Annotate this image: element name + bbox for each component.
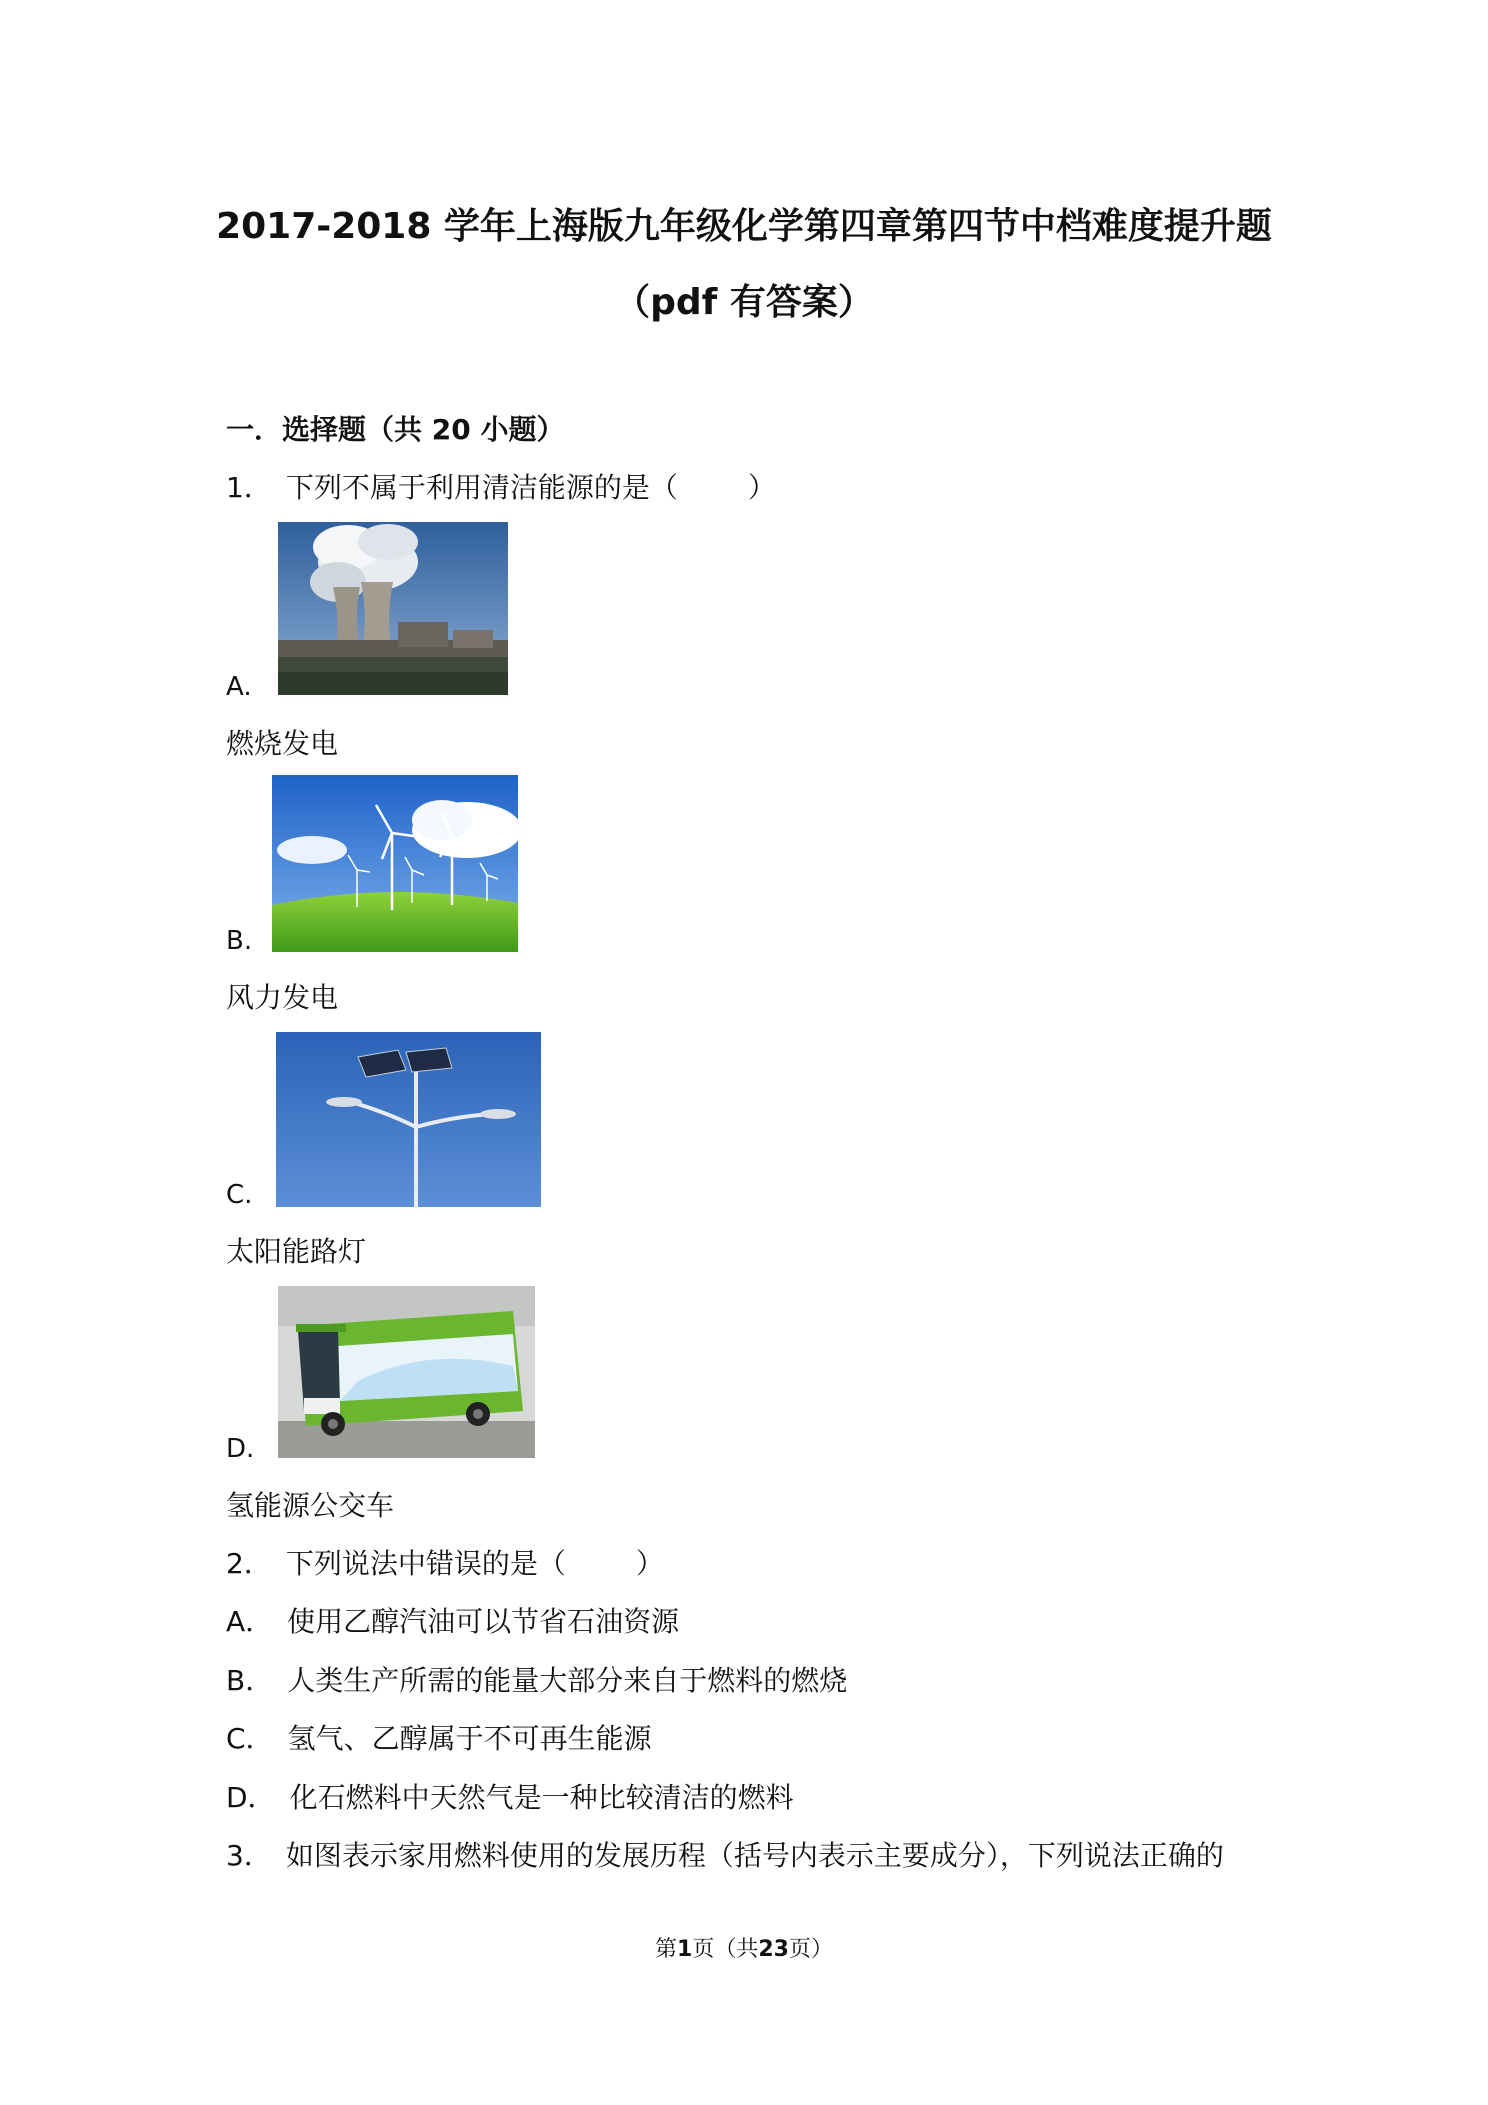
question-number: 2． (226, 1547, 272, 1580)
question-number: 3． (226, 1839, 272, 1872)
option-caption: 太阳能路灯 (226, 1235, 367, 1268)
option-d: D． 化石燃料中天然气是一种比较清洁的燃料 (226, 1781, 794, 1814)
option-letter: D. (226, 1434, 255, 1464)
power-plant-image (278, 522, 508, 695)
question-text: 如图表示家用燃料使用的发展历程（括号内表示主要成分），下列说法正确的 (285, 1839, 1224, 1872)
option-b: B． 人类生产所需的能量大部分来自于燃料的燃烧 (226, 1664, 848, 1697)
document-subtitle: （pdf 有答案） (614, 282, 874, 323)
option-letter: B. (226, 926, 253, 956)
question-2: 2． 下列说法中错误的是（ ） (226, 1547, 664, 1580)
option-a: A． 使用乙醇汽油可以节省石油资源 (226, 1605, 680, 1638)
option-caption: 燃烧发电 (226, 727, 339, 760)
document-title: 2017-2018 学年上海版九年级化学第四章第四节中档难度提升题 (216, 206, 1272, 247)
option-c: C． 氢气、乙醇属于不可再生能源 (226, 1722, 652, 1755)
page-footer: 第1页（共23页） (655, 1937, 833, 1962)
option-caption: 风力发电 (226, 981, 339, 1014)
question-number: 1． (226, 471, 272, 504)
hydrogen-bus-image (278, 1286, 535, 1458)
solar-lamp-image (276, 1032, 541, 1207)
question-1: 1． 下列不属于利用清洁能源的是（ ） (226, 471, 776, 504)
page-number: 1 (677, 1937, 693, 1962)
page-total: 23 (758, 1937, 789, 1962)
option-caption: 氢能源公交车 (226, 1489, 395, 1522)
option-letter: A. (226, 672, 252, 702)
question-text: 下列不属于利用清洁能源的是（ (285, 471, 678, 504)
section-heading: 一．选择题（共 20 小题） (226, 413, 565, 446)
wind-turbine-image (272, 775, 518, 952)
question-text: 下列说法中错误的是（ (285, 1547, 566, 1580)
option-letter: C. (226, 1180, 253, 1210)
question-3 (226, 1834, 1224, 1874)
